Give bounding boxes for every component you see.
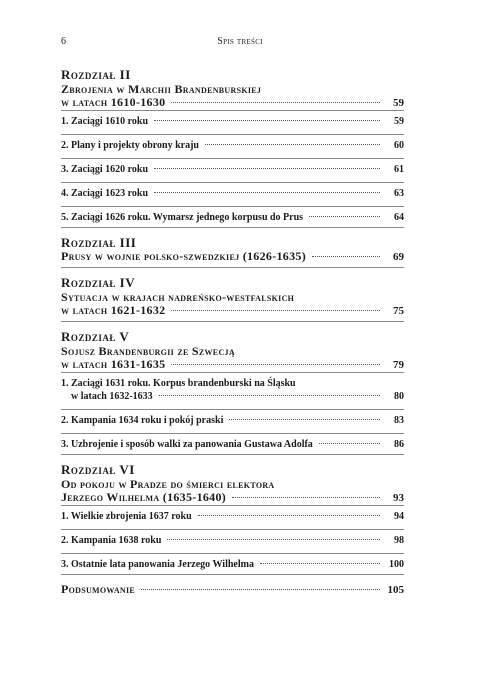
page-ref: 105 [387, 584, 404, 596]
page-ref: 98 [394, 535, 404, 546]
toc-subentry[interactable] [61, 206, 404, 228]
chapter-6 [61, 463, 404, 575]
chapter-title-last-line: Jerzego Wilhelma (1635-1640) [61, 490, 227, 504]
subentry-title: 3. Ostatnie lata panowania Jerzego Wilhelma [61, 559, 254, 570]
subentry-title: w latach 1632-1633 [71, 391, 153, 402]
page-ref: 69 [393, 251, 404, 263]
toc-subentry[interactable] [61, 110, 404, 134]
dot-leader [319, 443, 380, 444]
table-of-contents [61, 68, 404, 597]
subentry-title: 4. Zaciągi 1623 roku [61, 188, 149, 199]
dot-leader [171, 102, 380, 103]
page-ref: 80 [394, 391, 404, 402]
chapter-2 [61, 68, 404, 228]
toc-subentry[interactable] [61, 433, 404, 455]
dot-leader [309, 216, 380, 217]
page-ref: 61 [394, 164, 404, 175]
dot-leader [154, 120, 380, 121]
dot-leader [171, 364, 380, 365]
dot-leader [229, 419, 380, 420]
page-ref: 75 [393, 305, 404, 317]
dot-leader [198, 515, 380, 516]
dot-leader [312, 256, 380, 257]
toc-entry[interactable] [61, 491, 404, 505]
page-ref: 100 [389, 559, 404, 570]
page-header [0, 36, 480, 50]
page-ref: 63 [394, 188, 404, 199]
toc-subentry[interactable] [61, 158, 404, 182]
subentry-title: 2. Plany i projekty obrony kraju [61, 140, 199, 151]
chapter-title-last-line: w latach 1631-1635 [61, 357, 166, 371]
dot-leader [154, 168, 380, 169]
summary-title: Podsumowanie [61, 582, 136, 596]
page-ref: 86 [394, 439, 404, 450]
subentry-title: 1. Zaciągi 1610 roku [61, 116, 149, 127]
chapter-4 [61, 276, 404, 322]
subentry-title: 3. Zaciągi 1620 roku [61, 164, 149, 175]
toc-entry[interactable] [61, 358, 404, 372]
toc-subentry[interactable] [61, 182, 404, 206]
page-ref: 83 [394, 415, 404, 426]
dot-leader [260, 563, 380, 564]
subentry-title: 2. Kampania 1638 roku [61, 535, 162, 546]
chapter-label: Rozdział III [61, 235, 137, 250]
page-ref: 79 [393, 359, 404, 371]
chapter-title-last-line: w latach 1621-1632 [61, 303, 166, 317]
page-ref: 93 [393, 492, 404, 504]
page-ref: 64 [394, 212, 404, 223]
subentry-title: 1. Wielkie zbrojenia 1637 roku [61, 511, 192, 522]
dot-leader [159, 395, 380, 396]
toc-subentry[interactable] [61, 505, 404, 529]
toc-subentry[interactable] [61, 409, 404, 433]
chapter-label: Rozdział IV [61, 275, 136, 290]
toc-entry-summary[interactable] [61, 583, 404, 597]
page-ref: 60 [394, 140, 404, 151]
toc-subentry[interactable] [61, 553, 404, 575]
toc-entry[interactable] [61, 304, 404, 322]
subentry-title: 2. Kampania 1634 roku i pokój praski [61, 415, 224, 426]
page-number: 6 [61, 36, 66, 47]
chapter-title: Sytuacja w krajach nadreńsko-westfalskich [61, 290, 295, 304]
chapter-title: Zbrojenia w Marchii Brandenburskiej [61, 82, 262, 96]
toc-entry[interactable] [61, 250, 404, 268]
toc-entry[interactable] [61, 96, 404, 110]
chapter-title: Sojusz Brandenburgii ze Szwecją [61, 344, 235, 358]
dot-leader [154, 192, 380, 193]
dot-leader [167, 539, 380, 540]
chapter-title-last-line: Prusy w wojnie polsko-szwedzkiej (1626-1635) [61, 249, 306, 263]
running-head: Spis treści [217, 36, 263, 47]
dot-leader [232, 497, 380, 498]
chapter-5 [61, 330, 404, 455]
toc-subentry[interactable] [61, 134, 404, 158]
toc-subentry[interactable] [61, 390, 404, 409]
dot-leader [205, 144, 380, 145]
chapter-label: Rozdział VI [61, 462, 135, 477]
chapter-title: Od pokoju w Pradze do śmierci elektora [61, 477, 275, 491]
subentry-title: 5. Zaciągi 1626 roku. Wymarsz jednego korpusu do Prus [61, 212, 304, 223]
page-ref: 94 [394, 511, 404, 522]
page-ref: 59 [393, 97, 404, 109]
dot-leader [171, 310, 380, 311]
chapter-title-last-line: w latach 1610-1630 [61, 95, 166, 109]
toc-subentry-first-line[interactable]: 1. Zaciągi 1631 roku. Korpus brandenburski na Śląsku [61, 372, 404, 390]
subentry-title: 3. Uzbrojenie i sposób walki za panowania Gustawa Adolfa [61, 439, 313, 450]
page-ref: 59 [394, 116, 404, 127]
chapter-label: Rozdział II [61, 67, 131, 82]
toc-subentry[interactable] [61, 529, 404, 553]
chapter-label: Rozdział V [61, 329, 130, 344]
chapter-3 [61, 236, 404, 268]
dot-leader [141, 589, 380, 590]
